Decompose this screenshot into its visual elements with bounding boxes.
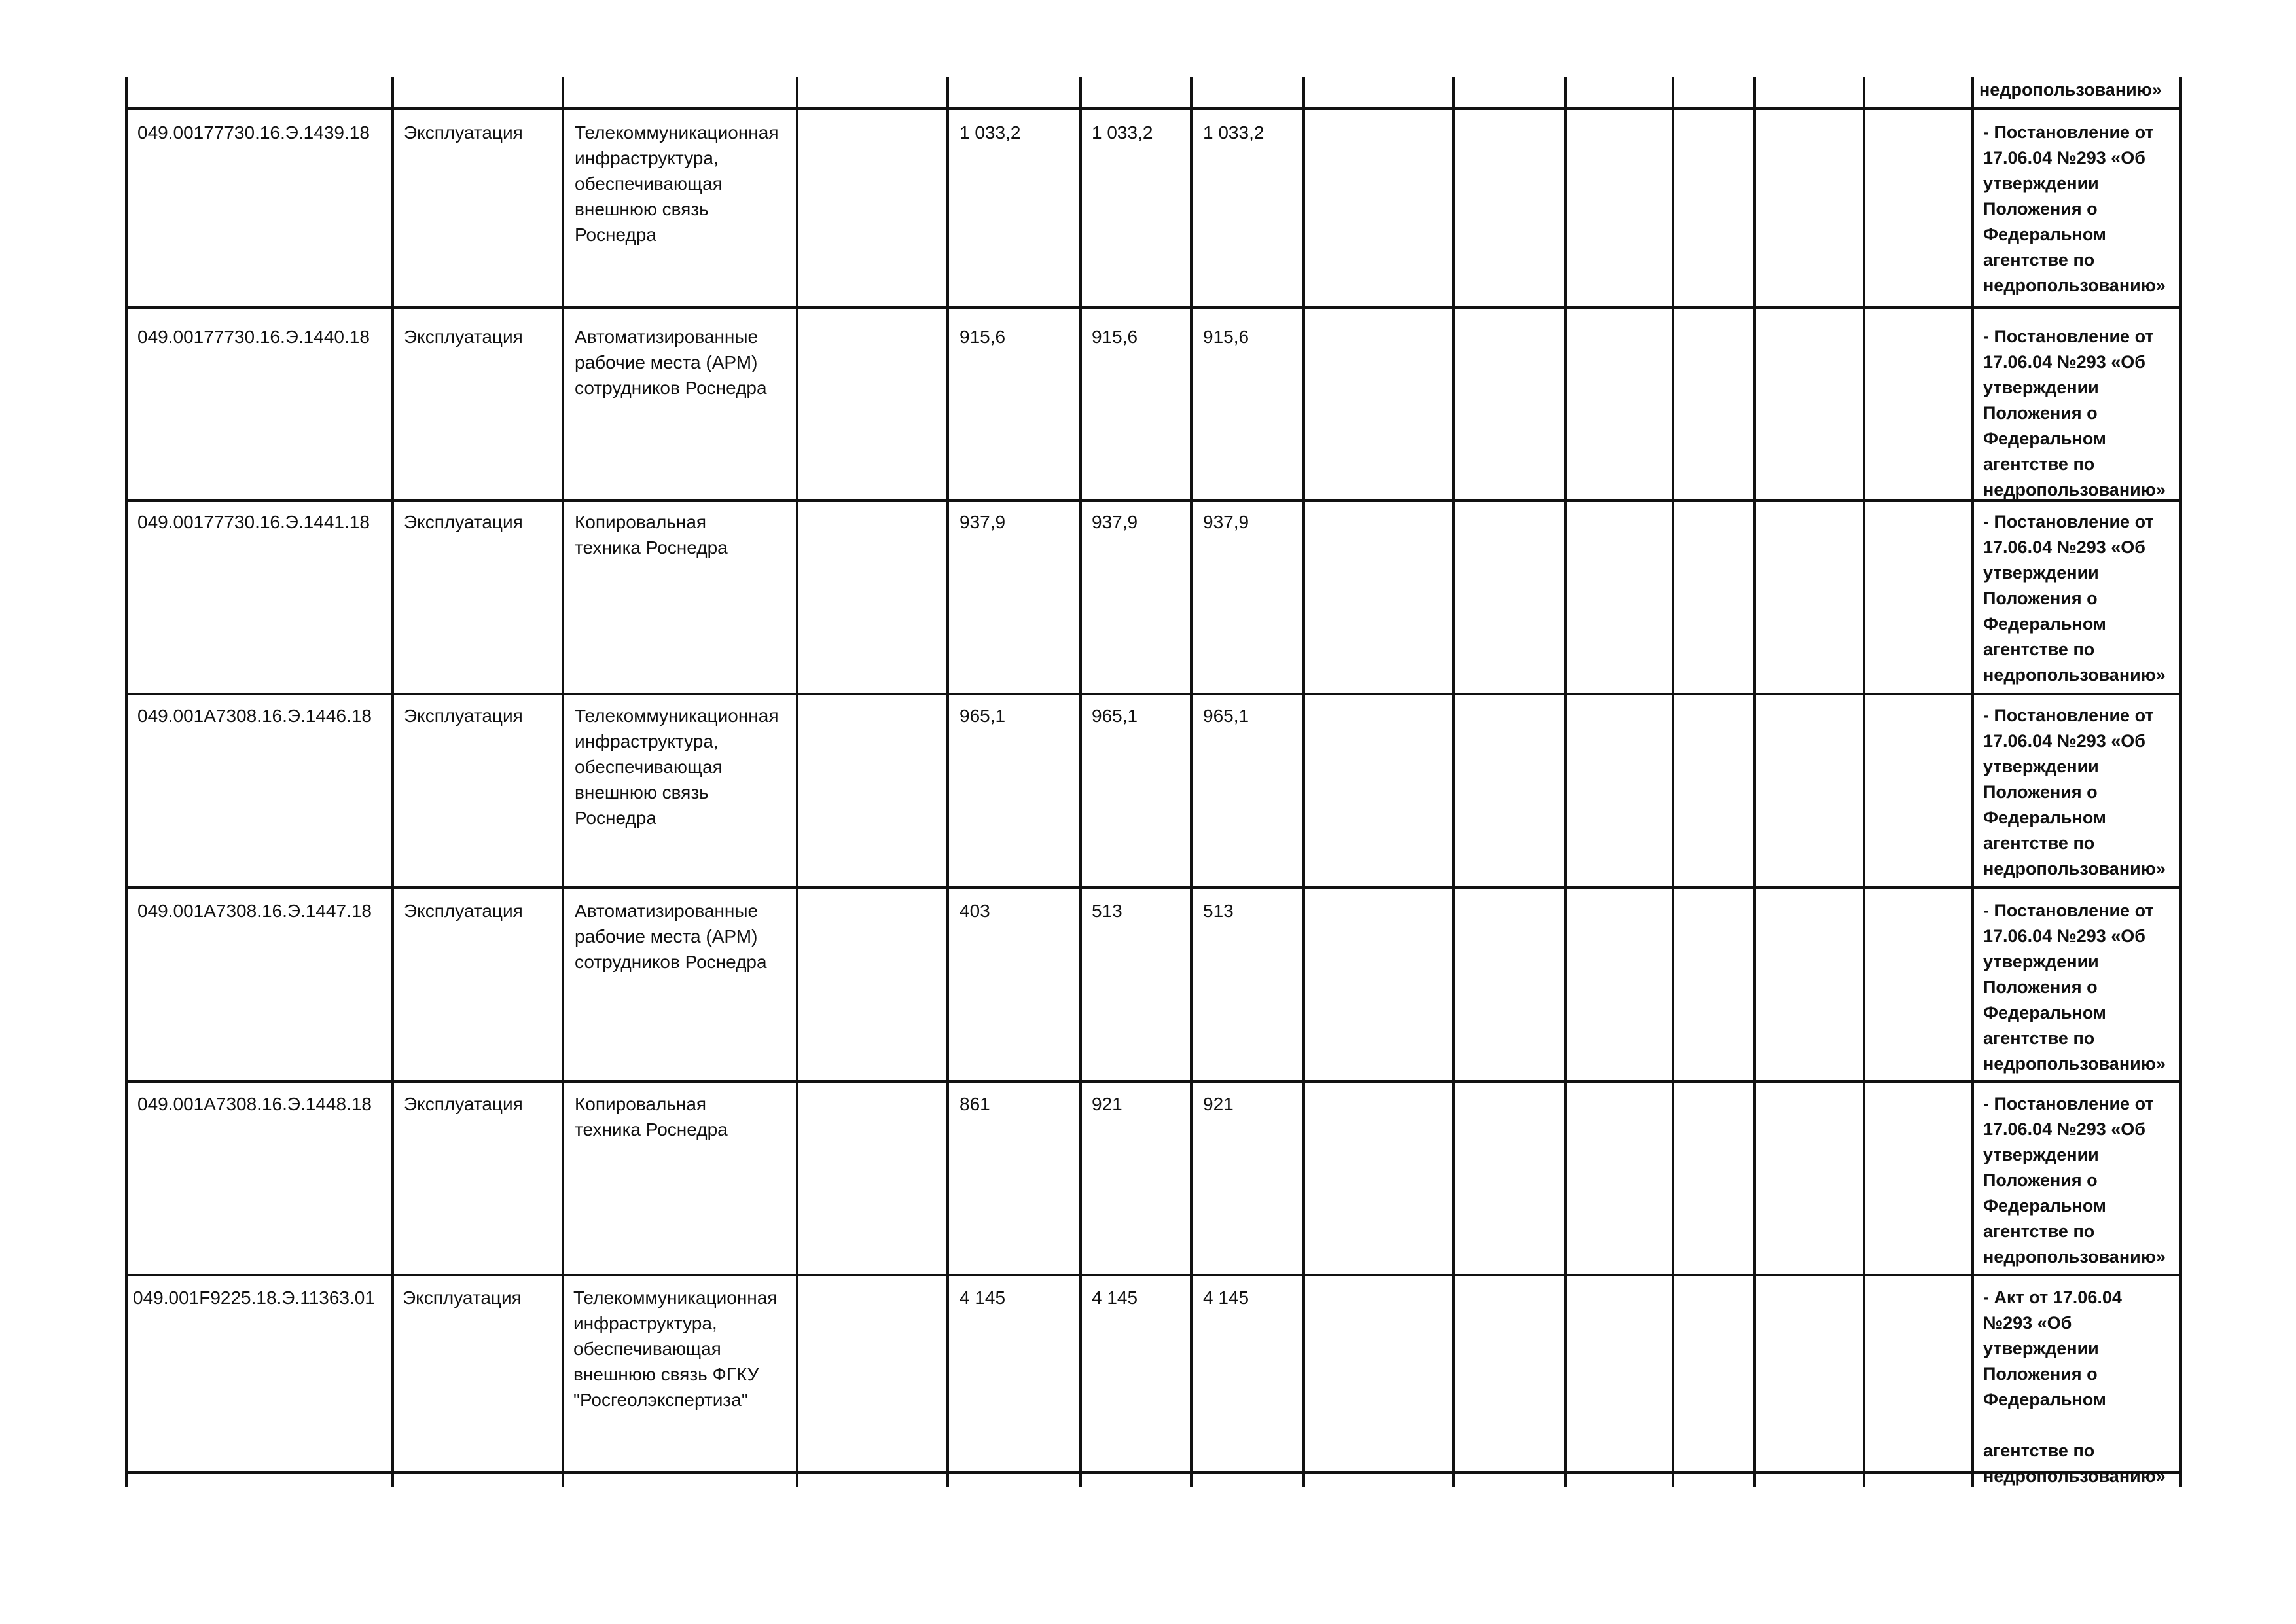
row-value-3: 513 xyxy=(1203,901,1234,921)
row-code: 049.001A7308.16.Э.1446.18 xyxy=(137,706,372,726)
row-stage: Эксплуатация xyxy=(403,1288,522,1308)
row-note: - Постановление от 17.06.04 №293 «Об утверждении Положения о Федеральном агентстве по недропользованию» xyxy=(1983,1094,2166,1267)
row-code: 049.001A7308.16.Э.1448.18 xyxy=(137,1094,372,1114)
row-value-1: 1 033,2 xyxy=(960,122,1021,143)
row-stage: Эксплуатация xyxy=(404,901,523,921)
row-value-1: 4 145 xyxy=(960,1288,1006,1308)
row-value-1: 915,6 xyxy=(960,327,1006,347)
row-note: - Постановление от 17.06.04 №293 «Об утверждении Положения о Федеральном агентстве по недропользованию» xyxy=(1983,512,2166,685)
row-description: Копировальная техника Роснедра xyxy=(575,512,728,558)
row-value-1: 403 xyxy=(960,901,990,921)
row-value-3: 915,6 xyxy=(1203,327,1249,347)
row-value-3: 965,1 xyxy=(1203,706,1249,726)
row-value-1: 861 xyxy=(960,1094,990,1114)
row-value-3: 4 145 xyxy=(1203,1288,1249,1308)
row-stage: Эксплуатация xyxy=(404,512,523,532)
row-stage: Эксплуатация xyxy=(404,706,523,726)
row-code: 049.001A7308.16.Э.1447.18 xyxy=(137,901,372,921)
row-description: Телекоммуникационная инфраструктура, обеспечивающая внешнюю связь Роснедра xyxy=(575,122,779,245)
row-stage: Эксплуатация xyxy=(404,122,523,143)
row-value-2: 4 145 xyxy=(1092,1288,1138,1308)
row-note: - Акт от 17.06.04 №293 «Об утверждении Положения о Федеральном агентстве по недропользованию» xyxy=(1983,1288,2166,1486)
row-value-2: 513 xyxy=(1092,901,1122,921)
row-value-2: 921 xyxy=(1092,1094,1122,1114)
row-description: Телекоммуникационная инфраструктура, обеспечивающая внешнюю связь Роснедра xyxy=(575,706,779,828)
row-note: - Постановление от 17.06.04 №293 «Об утверждении Положения о Федеральном агентстве по недропользованию» xyxy=(1983,706,2166,878)
row-value-3: 1 033,2 xyxy=(1203,122,1265,143)
row-stage: Эксплуатация xyxy=(404,1094,523,1114)
row-code: 049.001F9225.18.Э.11363.01 xyxy=(133,1288,375,1308)
row-value-1: 937,9 xyxy=(960,512,1006,532)
row-code: 049.00177730.16.Э.1441.18 xyxy=(137,512,370,532)
row-note: - Постановление от 17.06.04 №293 «Об утверждении Положения о Федеральном агентстве по недропользованию» xyxy=(1983,122,2166,295)
row-note: - Постановление от 17.06.04 №293 «Об утверждении Положения о Федеральном агентстве по недропользованию» xyxy=(1983,327,2166,499)
row-value-2: 1 033,2 xyxy=(1092,122,1153,143)
row-stage: Эксплуатация xyxy=(404,327,523,347)
row-value-2: 965,1 xyxy=(1092,706,1138,726)
row-description: Автоматизированные рабочие места (АРМ) сотрудников Роснедра xyxy=(575,901,767,972)
row-description: Телекоммуникационная инфраструктура, обеспечивающая внешнюю связь ФГКУ "Росгеолэкспертиза" xyxy=(573,1288,778,1410)
row-value-3: 921 xyxy=(1203,1094,1234,1114)
row-code: 049.00177730.16.Э.1439.18 xyxy=(137,122,370,143)
row-code: 049.00177730.16.Э.1440.18 xyxy=(137,327,370,347)
row-value-1: 965,1 xyxy=(960,706,1006,726)
row-description: Копировальная техника Роснедра xyxy=(575,1094,728,1140)
row-value-2: 937,9 xyxy=(1092,512,1138,532)
note-fragment: недропользованию» xyxy=(1979,80,2162,99)
row-value-3: 937,9 xyxy=(1203,512,1249,532)
row-description: Автоматизированные рабочие места (АРМ) сотрудников Роснедра xyxy=(575,327,767,398)
row-note: - Постановление от 17.06.04 №293 «Об утверждении Положения о Федеральном агентстве по недропользованию» xyxy=(1983,901,2166,1074)
row-value-2: 915,6 xyxy=(1092,327,1138,347)
